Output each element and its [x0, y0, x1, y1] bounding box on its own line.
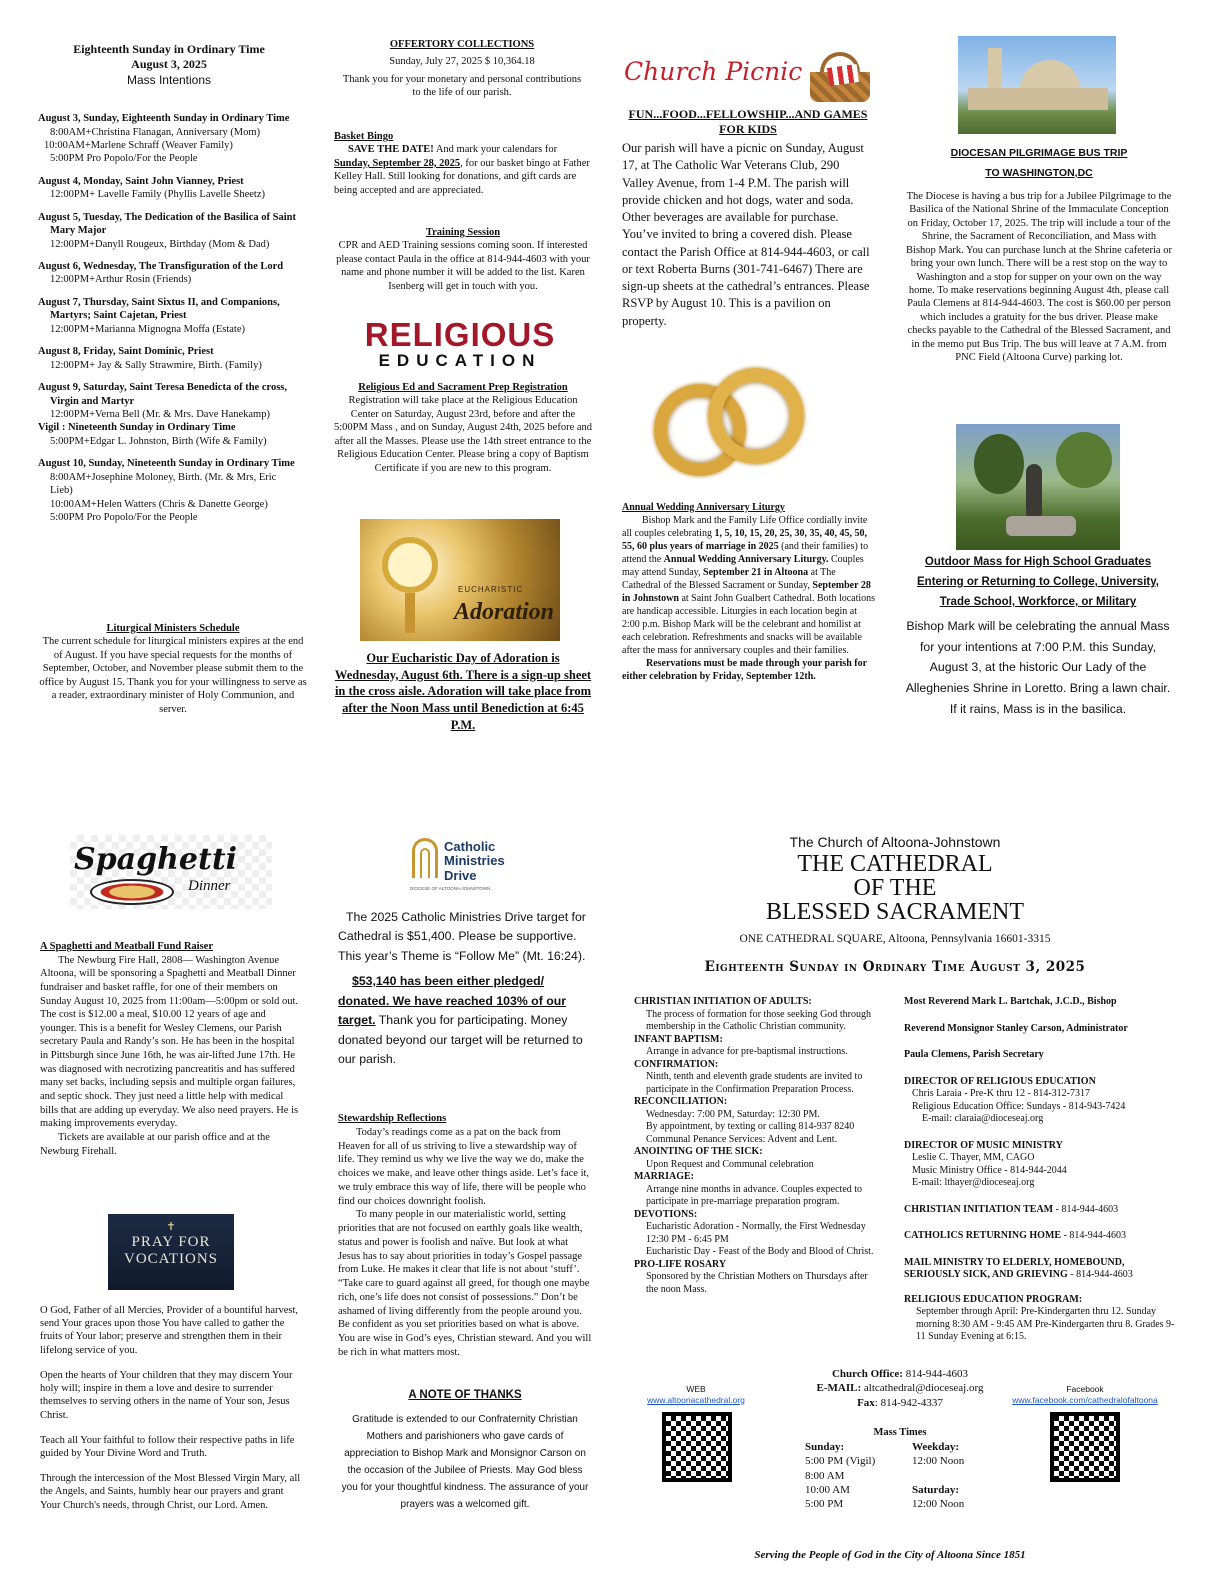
sunday-heading: Eighteenth Sunday in Ordinary Time August 3, 2025 [704, 958, 1086, 975]
section-text: Today’s readings come as a pat on the back from Heaven for all of us striving to live a stewardship way of life. They remind us why we live the way we do, make the choices we make, and leave other things aside. Let’s face it, we truly embrace this way of life, there will be people who find our choices downright foolish. [338, 1126, 590, 1207]
picnic-section [622, 107, 874, 330]
section-heading: DIOCESAN PILGRIMAGE BUS TRIP [950, 147, 1128, 159]
mass-time: 5:00 PM (Vigil) [805, 1455, 876, 1468]
web-label: WEB [686, 1384, 706, 1394]
intention-line: 10:00AM+Helen Watters (Chris & Danette George) [50, 498, 268, 510]
intention-day: August 9, Saturday, Saint Teresa Benedicta of the cross, Virgin and Martyr [38, 382, 288, 407]
intention-line: 12:00PM+Danyll Rougeux, Birthday (Mom & Dad) [50, 238, 270, 250]
stewardship-reflections [338, 1112, 592, 1360]
cross-icon: ✝ [166, 1221, 176, 1233]
logo-text: EDUCATION [378, 351, 542, 370]
intention-entry [38, 296, 300, 336]
wedding-anniversary [622, 501, 876, 683]
contact-value: altcathedral@dioceseaj.org [861, 1382, 984, 1395]
vocations-prayer [40, 1304, 306, 1512]
logo-text: Ministries [444, 853, 505, 869]
section-heading: Stewardship Reflections [338, 1113, 447, 1124]
offertory-text: Thank you for your monetary and personal contributions to the life of our parish. [342, 73, 582, 99]
info-heading: ANOINTING OF THE SICK: [634, 1146, 763, 1157]
bingo-text: And mark your calendars for [433, 144, 558, 156]
info-heading: DEVOTIONS: [634, 1208, 698, 1220]
catholic-ministries-logo [408, 832, 518, 894]
mass-times-title: Mass Times [873, 1427, 927, 1438]
info-text: E-mail: lthayer@dioceseaj.org [912, 1177, 1035, 1188]
intention-day: August 4, Monday, Saint John Vianney, Priest [38, 175, 244, 187]
spaghetti-title: Dinner [188, 878, 231, 894]
section-heading: Basket Bingo [334, 131, 394, 142]
drive-text: The 2025 Catholic Ministries Drive target for Cathedral is $51,400. Please be supportive. This year’s Theme is “Follow Me” (Mt. 16:24). [338, 910, 586, 963]
mass-time: 5:00 PM [805, 1498, 844, 1511]
section-heading: FUN...FOOD...FELLOWSHIP...AND GAMES FOR KIDS [628, 107, 868, 136]
church-subtitle: The Church of Altoona-Johnstown [789, 834, 1001, 850]
intention-line: 8:00AM+Josephine Moloney, Birth. (Mr. & Mrs, Eric Lieb) [50, 471, 277, 497]
liturgical-ministers [38, 622, 308, 716]
intention-entry [38, 457, 300, 524]
contact-label: Fax [857, 1396, 875, 1409]
mass-time: 12:00 Noon [912, 1497, 965, 1510]
section-heading: A Spaghetti and Meatball Fund Raiser [40, 941, 213, 952]
intention-day: August 7, Thursday, Saint Sixtus II, and Companions, Martyrs; Saint Cajetan, Priest [38, 296, 280, 322]
section-text: The Diocese is having a bus trip for a Jubilee Pilgrimage to the Basilica of the National Shrine of the Immaculate Conception on Friday, October 17, 2025. The trip will include a tour of the Shrine, the Sacrament of Reconciliation, and Mass with Bishop Mark. You can purchase lunch at the Shrine cafeteria or bring your own lunch. There will be a rest stop on the way to Washington and a stop for supper on your own on the way home. To make reservations beginning August 4th, please call Paula Clemens at 814-944-4603. The cost is $60.00 per person which includes a gratuity for the bus driver. Please make checks payable to the Cathedral of the Blessed Sacrament, and in the memo put Bus Trip. The bus will leave at 7 A.M. from PNC Field (Altoona Curve) parking lot. [906, 190, 1172, 364]
mass-time: 10:00 AM [805, 1483, 850, 1496]
section-heading: OFFERTORY COLLECTIONS [389, 39, 535, 50]
info-heading: PRO-LIFE ROSARY [634, 1258, 727, 1270]
logo-text: Catholic [444, 839, 496, 854]
spaghetti-title: Spaghetti [74, 842, 238, 877]
info-heading: RELIGIOUS EDUCATION PROGRAM: [904, 1293, 1083, 1305]
save-date: SAVE THE DATE! [348, 144, 434, 156]
basilica-image [958, 36, 1116, 134]
wedding-reservations: Reservations must be made through your parish for either celebration by Friday, September 12th. [622, 658, 867, 682]
info-heading: CATHOLICS RETURNING HOME [904, 1230, 1062, 1241]
mass-time: 12:00 Noon [912, 1455, 965, 1468]
adoration-text: Our Eucharistic Day of Adoration is Wednesday, August 6th. There is a sign-up sheet in the cross aisle. Adoration will take place from after the Noon Mass until Benediction at 6:45 P.M. [334, 651, 592, 732]
website-qr-code[interactable] [662, 1412, 732, 1482]
offertory-collections [338, 38, 586, 100]
cathedral-title: OF THE [853, 874, 937, 901]
info-text: Chris Laraia - Pre-K thru 12 - 814-312-7317 [912, 1088, 1091, 1099]
intention-line: 12:00PM+Marianna Mignogna Moffa (Estate) [50, 323, 245, 335]
intention-line: 12:00PM+Verna Bell (Mr. & Mrs. Dave Hanekamp) [50, 408, 270, 420]
intention-entry [38, 211, 300, 251]
info-text: Wednesday: 7:00 PM, Saturday: 12:30 PM. [646, 1108, 820, 1120]
facebook-qr-code[interactable] [1050, 1412, 1120, 1482]
wedding-altoona: September 21 in Altoona [703, 567, 809, 578]
info-text: Religious Education Office: Sundays - 814-943-7424 [912, 1100, 1126, 1112]
intention-entry [38, 345, 300, 372]
ministries-drive [338, 908, 588, 1069]
adoration-notice [334, 650, 592, 733]
info-text: Arrange in advance for pre-baptismal instructions. [646, 1046, 848, 1057]
cathedral-title: THE CATHEDRAL [797, 850, 993, 877]
intention-line: 8:00AM+Christina Flanagan, Anniversary (Mom) [50, 126, 261, 138]
wedding-text: (and their families) to attend the [622, 541, 869, 565]
staff-bishop: Most Reverend Mark L. Bartchak, J.C.D., Bishop [904, 996, 1117, 1007]
logo-text: RELIGIOUS [364, 316, 556, 353]
info-heading: MARRIAGE: [634, 1171, 694, 1182]
wedding-text: at Saint John Gualbert Cathedral. Both locations are handicap accessible. Liturgies in each location begin at 2:00 p.m. Bishop Mark will be the celebrant and homilist at each celebration. Refreshments and snacks will be available after the mass for anniversary couples and their families. [622, 593, 876, 656]
info-text: Sponsored by the Christian Mothers on Thursdays after the noon Mass. [646, 1271, 868, 1295]
section-heading: Liturgical Ministers Schedule [106, 623, 240, 634]
section-text: Registration will take place at the Religious Education Center on Saturday, August 23rd, before and after the 5:00PM Mass , and on Sunday, August 24th, 2025 before and after all the Masses. Please use the 14th street entrance to the Religious Education Center. Please bring a copy of Baptism Certificate if you are new to this program. [334, 395, 593, 474]
vocations-text: VOCATIONS [123, 1250, 218, 1267]
info-heading: INFANT BAPTISM: [634, 1033, 723, 1045]
footer-text: Serving the People of God in the City of Altoona Since 1851 [754, 1549, 1026, 1561]
intentions-date: August 3, 2025 [131, 57, 207, 72]
note-of-thanks [338, 1388, 592, 1513]
section-text: The Newburg Fire Hall, 2808— Washington Avenue Altoona, will be sponsoring a Spaghetti and Meatball Dinner fundraiser and basket raffle, for one of their members on Sunday August 10, 2025 from 11:00am—5:00pm or sold out. The cost is $12.00 a meal, $10.00 12 years of age and younger. This is a benefit for Wesley Clemens, our Parish secretary Paula and Randy’s son. He has been in the hospital in Pittsburgh since June 16th, he was air-lifted June 17th. He was diagnosed with necrotizing pancreatitis and has suffered many set backs, including sepsis and multiple organ failures, and septic shock. They just need a little help with medical bills that are adding up everyday. We also need prayers. He is making improvements everyday. [40, 954, 299, 1130]
picnic-title: Church Picnic [624, 57, 803, 86]
info-text: Music Ministry Office - 814-944-2044 [912, 1164, 1067, 1176]
pasta-plate-icon [90, 879, 174, 905]
facebook-label: Facebook [1066, 1384, 1104, 1394]
offertory-line: Sunday, July 27, 2025 $ 10,364.18 [389, 56, 535, 68]
intention-entry [38, 112, 300, 166]
info-heading: RECONCILIATION: [634, 1096, 728, 1107]
footer-tagline [700, 1548, 1080, 1562]
church-picnic-header [622, 46, 872, 104]
cathedral-address: ONE CATHEDRAL SQUARE, Altoona, Pennsylvania 16601-3315 [739, 932, 1051, 945]
info-heading: DIRECTOR OF MUSIC MINISTRY [904, 1139, 1063, 1151]
shrine-statue-image [956, 424, 1120, 550]
contact-label: Church Office: [831, 1368, 903, 1380]
wedding-text: at The Cathedral of the Blessed Sacrament or Sunday, [622, 567, 836, 591]
intention-day: August 5, Tuesday, The Dedication of the Basilica of Saint Mary Major [38, 211, 296, 237]
cathedral-title: BLESSED SACRAMENT [765, 898, 1025, 925]
section-text: CPR and AED Training sessions coming soon. If interested please contact Paula in the office at 814-944-4603 with your name and phone number it will be added to the list. Karen Isenberg will get in touch with you. [336, 240, 590, 292]
info-heading: CHRISTIAN INITIATION OF ADULTS: [634, 996, 812, 1007]
intention-line: 10:00AM+Marlene Schraff (Weaver Family) [44, 139, 233, 151]
info-text: Ninth, tenth and eleventh grade students are invited to participate in the Confirmation Preparation Process. [646, 1071, 863, 1095]
mass-times [800, 1426, 1000, 1511]
info-heading: CONFIRMATION: [634, 1058, 719, 1070]
wedding-years: 1, 5, 10, 15, 20, 25, 30, 35, 40, 45, 50, 55, 60 plus years of marriage in 2025 [622, 528, 867, 552]
web-link-block [634, 1384, 758, 1406]
prayer-paragraph: Through the intercession of the Most Blessed Virgin Mary, all the Angels, and Saints, humbly hear our prayers and grant Your Church's needs, through Christ, our Lord. Amen. [40, 1473, 301, 1511]
wedding-rings-image [648, 362, 818, 486]
logo-text: Drive [444, 867, 477, 883]
info-text: E-mail: claraia@dioceseaj.org [922, 1113, 1044, 1124]
section-heading: Outdoor Mass for High School Graduates Entering or Returning to College, University, Trade School, Workforce, or Military [917, 556, 1159, 609]
logo-subtext: DIOCESE OF ALTOONA-JOHNSTOWN [410, 886, 491, 891]
pray-for-vocations-image [108, 1214, 234, 1290]
section-text: The current schedule for liturgical ministers expires at the end of August. If you have special requests for the months of September, October, and November please submit them to the office by August 15. Thank you for your willingness to serve as a reader, extraordinary minister of Holy Communion, and server. [39, 636, 307, 715]
drive-amount: $53,140 has been either pledged/ donated. We have reached 103% of our target. [338, 974, 567, 1028]
info-text: By appointment, by texting or calling 814-937 8240 Communal Penance Services: Advent and Lent. [646, 1121, 855, 1145]
section-text: Our parish will have a picnic on Sunday, August 17, at The Catholic War Veterans Club, 290 Valley Avenue, from 1-4 P.M. The parish will provide chicken and hot dogs, water and soda. Other beverages are available for purchase. You’ve invited to bring a covered dish. Please contact the Parish Office at 814-944-4603, or call or text Roberta Burns (301-741-6467) There are sign-up sheets at the cathedral’s entrances. Please RSVP by August 10. This is a pavilion on property. [622, 141, 870, 328]
intention-day: August 10, Sunday, Nineteenth Sunday in Ordinary Time [38, 458, 295, 470]
section-heading: A NOTE OF THANKS [408, 1389, 522, 1401]
intention-entry [38, 260, 300, 287]
info-text: September through April: Pre-Kindergarten thru 12. Sunday morning 8:30 AM - 9:45 AM Pre-Kindergarten thru 8. Grades 9-11 Sunday Evening at 6:15. [916, 1306, 1175, 1342]
section-heading: TO WASHINGTON,DC [985, 166, 1093, 179]
training-session [334, 226, 592, 293]
spaghetti-fundraiser [40, 940, 302, 1158]
section-text: To many people in our materialistic world, setting priorities that are not focused on earthly goals like wealth, status and power is foolish and naïve. But look at what Jesus has to say about priorities in today’s Gospel passage from Luke. He makes it clear that life is not about ‘stuff’. “Take care to guard against all greed, for though one maybe rich, one’s life does not consist of possessions.” Don’t be ashamed of living differently from the people around you. Be confident as you set priorities based on what is above. You are wise in God’s eyes, Christian steward. And you will be rich in what matters most. [338, 1209, 592, 1358]
pilgrimage-section [906, 144, 1172, 365]
prayer-paragraph: O God, Father of all Mercies, Provider of a bountiful harvest, send Your graces upon those You have called to gather the fruits of Your labor; preserve and strengthen them in their lifelong service of you. [40, 1305, 299, 1356]
contact-value: : 814-942-4337 [874, 1396, 943, 1409]
facebook-link-block [1000, 1384, 1170, 1406]
basket-bingo [334, 130, 592, 197]
picnic-basket-icon [810, 52, 870, 102]
wedding-liturgy: Annual Wedding Anniversary Liturgy. [663, 554, 829, 565]
info-text: Eucharistic Adoration - Normally, the First Wednesday 12:30 PM - 6:45 PM [646, 1221, 866, 1245]
intention-line: 12:00PM+ Jay & Sally Strawmire, Birth. (Family) [50, 359, 262, 371]
wedding-text: Couples may attend Sunday, [622, 554, 864, 578]
intention-line: 5:00PM+Edgar L. Johnston, Birth (Wife & Family) [50, 435, 267, 447]
info-text: - 814-944-4603 [1053, 1203, 1119, 1215]
prayer-paragraph: Teach all Your faithful to follow their respective paths in life guided by Your Divine Word and Truth. [40, 1434, 295, 1459]
masthead [700, 834, 1090, 976]
intention-line: 5:00PM Pro Popolo/For the People [50, 512, 198, 524]
intention-day: August 3, Sunday, Eighteenth Sunday in Ordinary Time [38, 113, 290, 125]
mass-intentions [38, 42, 300, 533]
intention-entry [38, 381, 300, 448]
bingo-text: , for our basket bingo at Father Kelley Hall. Still looking for donations, and gift cards are being accepted and are appreciated. [334, 157, 590, 196]
info-text: Eucharistic Day - Feast of the Body and Blood of Christ. [646, 1246, 874, 1257]
wedding-johnstown: September 28 in Johnstown [622, 580, 871, 604]
intention-line: 12:00PM+Arthur Rosin (Friends) [50, 274, 192, 286]
adoration-label: Adoration [454, 599, 555, 625]
info-text: - 814-944-4603 [1061, 1230, 1127, 1241]
facebook-link[interactable]: www.facebook.com/cathedralofaltoona [1012, 1394, 1158, 1405]
drive-text: Thank you for participating. Money donated beyond our target will be returned to our parish. [338, 1013, 583, 1066]
contact-label: E-MAIL: [816, 1382, 862, 1395]
mass-day-heading: Saturday: [912, 1483, 960, 1496]
wedding-text: Bishop Mark and the Family Life Office cordially invite all couples celebrating [622, 515, 868, 539]
mass-day-heading: Weekday: [912, 1441, 960, 1453]
spaghetti-dinner-image [70, 835, 272, 909]
adoration-label: EUCHARISTIC [458, 585, 524, 594]
section-heading: Training Session [425, 227, 501, 238]
vocations-text: PRAY FOR [131, 1234, 211, 1251]
intention-line: 5:00PM Pro Popolo/For the People [50, 153, 198, 165]
intention-vigil: Vigil : Nineteenth Sunday in Ordinary Time [38, 422, 236, 434]
contact-block [780, 1367, 1020, 1410]
religious-ed-registration [334, 381, 592, 475]
prayer-paragraph: Open the hearts of Your children that they may discern Your holy will; inspire in them a love and desire to surrender themselves to serving others in the name of Your son, Jesus Christ. [40, 1369, 293, 1421]
staff-directory [904, 996, 1176, 1344]
staff-secretary: Paula Clemens, Parish Secretary [904, 1049, 1044, 1060]
intention-day: August 8, Friday, Saint Dominic, Priest [38, 346, 214, 358]
intention-entry [38, 175, 300, 202]
section-heading: Religious Ed and Sacrament Prep Registration [358, 382, 568, 393]
website-link[interactable]: www.altoonacathedral.org [647, 1394, 745, 1405]
eucharistic-adoration-image [360, 519, 560, 641]
staff-administrator: Reverend Monsignor Stanley Carson, Administrator [904, 1022, 1128, 1034]
section-text: Bishop Mark will be celebrating the annual Mass for your intentions at 7:00 P.M. this Sunday, August 3, at the historic Our Lady of the Alleghenies Shrine in Loretto. Bring a lawn chair. If it rains, Mass is in the basilica. [905, 619, 1171, 716]
info-heading: MAIL MINISTRY TO ELDERLY, HOMEBOUND, SERIOUSLY SICK, AND GRIEVING [904, 1256, 1125, 1280]
intention-line: 12:00PM+ Lavelle Family (Phyllis Lavelle Sheetz) [50, 189, 266, 201]
info-text: Upon Request and Communal celebration [646, 1158, 814, 1170]
intentions-title: Eighteenth Sunday in Ordinary Time [73, 42, 265, 56]
religious-education-logo [350, 318, 570, 371]
contact-value: 814-944-4603 [902, 1368, 969, 1380]
mass-day-heading: Sunday: [805, 1441, 845, 1453]
info-heading: CHRISTIAN INITIATION TEAM [904, 1203, 1054, 1215]
info-text: The process of formation for those seeking God through membership in the Catholic Christian community. [646, 1008, 871, 1032]
section-heading: Annual Wedding Anniversary Liturgy [622, 502, 785, 513]
section-text: Tickets are available at our parish office and at the Newburg Firehall. [40, 1131, 270, 1157]
info-text: - 814-944-4603 [1067, 1269, 1133, 1280]
info-text: Leslie C. Thayer, MM, CAGO [912, 1152, 1035, 1163]
intentions-subtitle: Mass Intentions [126, 72, 212, 87]
sacraments-info [634, 996, 880, 1296]
mass-time: 8:00 AM [805, 1469, 845, 1482]
intention-day: August 6, Wednesday, The Transfiguration of the Lord [38, 261, 284, 273]
outdoor-mass-section [902, 552, 1174, 719]
info-text: Arrange nine months in advance. Couples expected to participate in pre-marriage preparation program. [646, 1183, 863, 1207]
bingo-date: Sunday, September 28, 2025 [334, 157, 461, 169]
section-text: Gratitude is extended to our Confraternity Christian Mothers and parishioners who gave cards of appreciation to Bishop Mark and Monsignor Carson on the occasion of the Jubilee of Priests. May God bless you for your thoughtful kindness. The assurance of your prayers was a welcomed gift. [341, 1413, 589, 1510]
info-heading: DIRECTOR OF RELIGIOUS EDUCATION [904, 1075, 1096, 1087]
